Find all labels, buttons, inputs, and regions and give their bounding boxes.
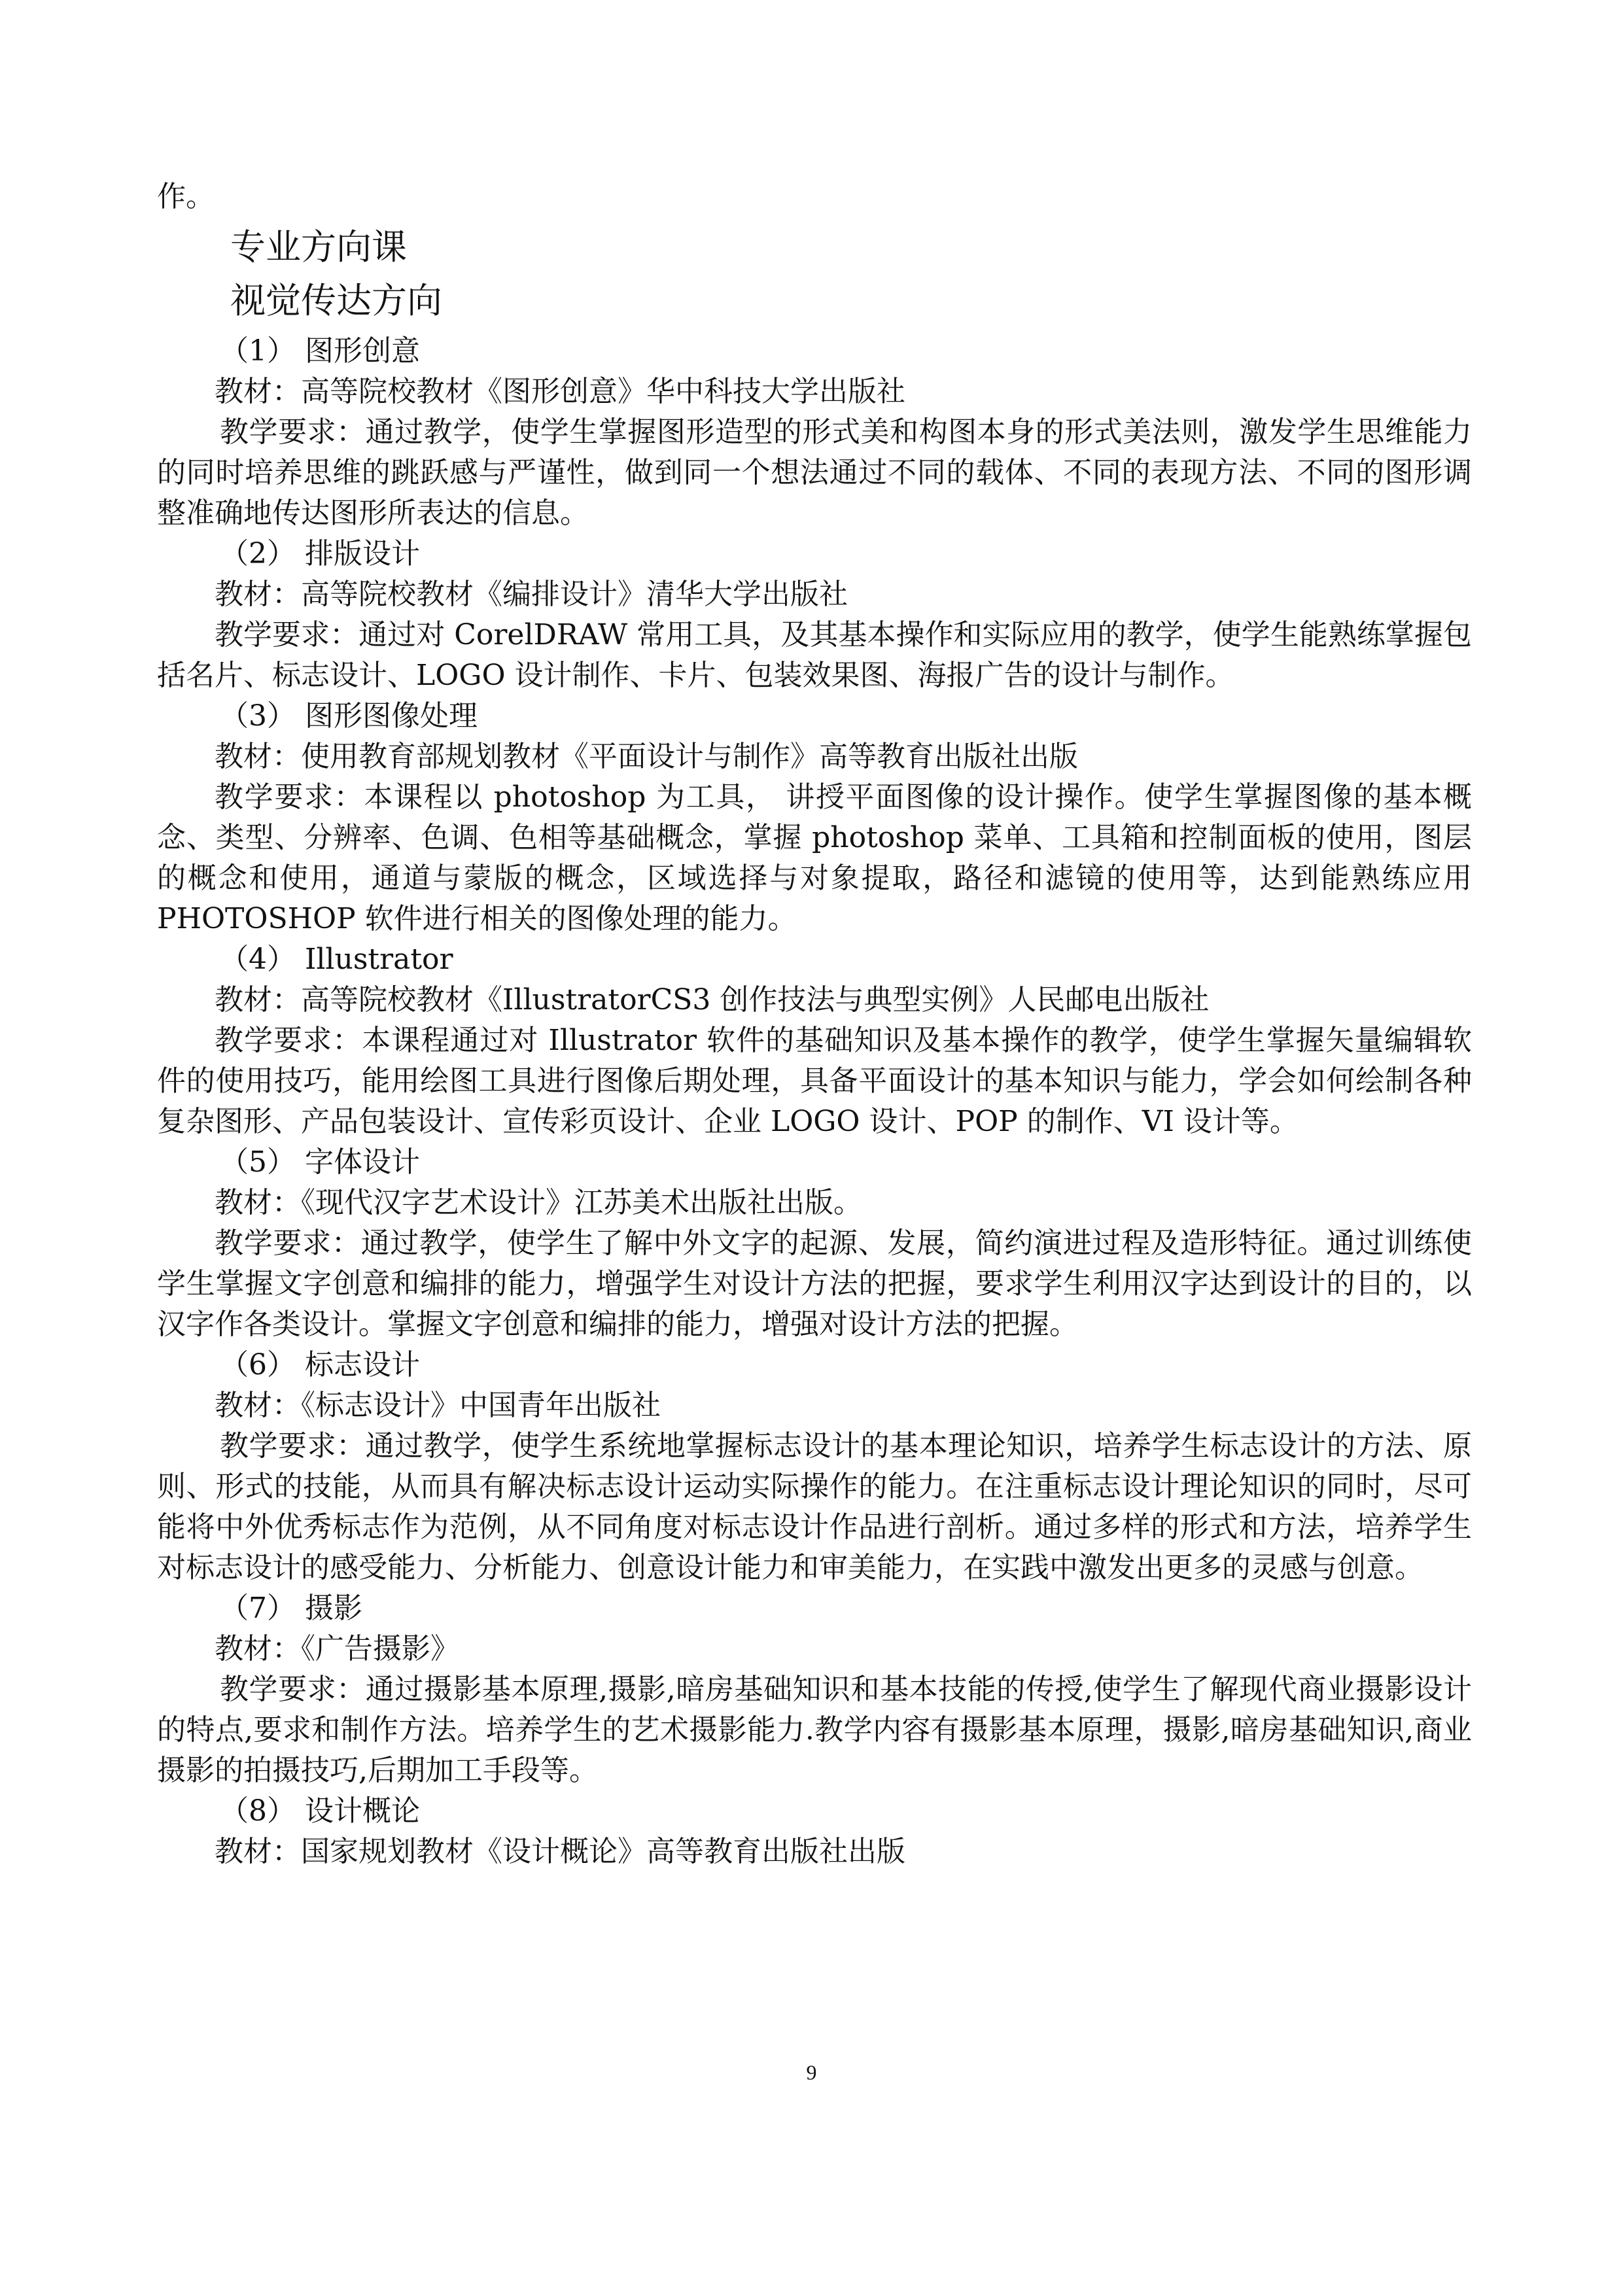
section-heading-major: 专业方向课	[230, 226, 407, 268]
course-textbook: 教材：高等院校教材《图形创意》华中科技大学出版社	[215, 375, 905, 408]
course-requirement: 教学要求：通过教学，使学生系统地掌握标志设计的基本理论知识，培养学生标志设计的方法、原则、形式的技能，从而具有解决标志设计运动实际操作的能力。在注重标志设计理论知识的同时，尽可能将中外优秀标志作为范例，从不同角度对标志设计作品进行剖析。通过多样的形式和方法，培养学生对标志设计的感受能力、分析能力、创意设计能力和审美能力，在实践中激发出更多的灵感与创意。	[157, 1429, 1472, 1584]
course-title: （6） 标志设计	[220, 1348, 420, 1382]
course-title: （1） 图形创意	[220, 334, 420, 368]
section-heading-direction: 视觉传达方向	[230, 280, 442, 321]
course-requirement: 教学要求：通过摄影基本原理,摄影,暗房基础知识和基本技能的传授,使学生了解现代商业摄影设计的特点,要求和制作方法。培养学生的艺术摄影能力.教学内容有摄影基本原理，摄影,暗房基础知识,商业摄影的拍摄技巧,后期加工手段等。	[157, 1673, 1472, 1787]
course-title: （7） 摄影	[220, 1592, 362, 1625]
page-content	[157, 177, 1472, 1872]
course-requirement: 教学要求：本课程以 photoshop 为工具， 讲授平面图像的设计操作。使学生掌握图像的基本概念、类型、分辨率、色调、色相等基础概念，掌握 photoshop 菜单、工具箱和控制面板的使用，图层的概念和使用，通道与蒙版的概念，区域选择与对象提取，路径和滤镜的使用等，达到能熟练应用 PHOTOSHOP 软件进行相关的图像处理的能力。	[157, 780, 1472, 935]
course-textbook: 教材：使用教育部规划教材《平面设计与制作》高等教育出版社出版	[215, 740, 1078, 773]
lead-text: 作。	[157, 180, 215, 213]
course-title: （4） Illustrator	[220, 943, 453, 976]
page-number: 9	[806, 2061, 817, 2084]
course-textbook: 教材：国家规划教材《设计概论》高等教育出版社出版	[215, 1835, 905, 1868]
course-textbook: 教材：《广告摄影》	[215, 1632, 459, 1665]
course-title: （2） 排版设计	[220, 537, 420, 570]
course-textbook: 教材：高等院校教材《IllustratorCS3 创作技法与典型实例》人民邮电出版社	[215, 983, 1210, 1017]
course-requirement: 教学要求：通过教学，使学生了解中外文字的起源、发展，简约演进过程及造形特征。通过训练使学生掌握文字创意和编排的能力，增强学生对设计方法的把握，要求学生利用汉字达到设计的目的，以汉字作各类设计。掌握文字创意和编排的能力，增强对设计方法的把握。	[157, 1226, 1472, 1341]
course-textbook: 教材：《现代汉字艺术设计》江苏美术出版社出版。	[215, 1186, 862, 1219]
course-requirement: 教学要求：通过对 CorelDRAW 常用工具，及其基本操作和实际应用的教学，使学生能熟练掌握包括名片、标志设计、LOGO 设计制作、卡片、包装效果图、海报广告的设计与制作。	[157, 618, 1472, 692]
course-requirement: 教学要求：通过教学，使学生掌握图形造型的形式美和构图本身的形式美法则，激发学生思维能力的同时培养思维的跳跃感与严谨性，做到同一个想法通过不同的载体、不同的表现方法、不同的图形调整准确地传达图形所表达的信息。	[157, 415, 1472, 530]
course-textbook: 教材：高等院校教材《编排设计》清华大学出版社	[215, 578, 848, 611]
course-requirement: 教学要求：本课程通过对 Illustrator 软件的基础知识及基本操作的教学，使学生掌握矢量编辑软件的使用技巧，能用绘图工具进行图像后期处理，具备平面设计的基本知识与能力，学会如何绘制各种复杂图形、产品包装设计、宣传彩页设计、企业 LOGO 设计、POP 的制作、VI 设计等。	[157, 1024, 1472, 1138]
course-title: （5） 字体设计	[220, 1145, 420, 1179]
course-textbook: 教材：《标志设计》中国青年出版社	[215, 1389, 661, 1422]
course-title: （8） 设计概论	[220, 1794, 420, 1828]
course-title: （3） 图形图像处理	[220, 699, 478, 733]
